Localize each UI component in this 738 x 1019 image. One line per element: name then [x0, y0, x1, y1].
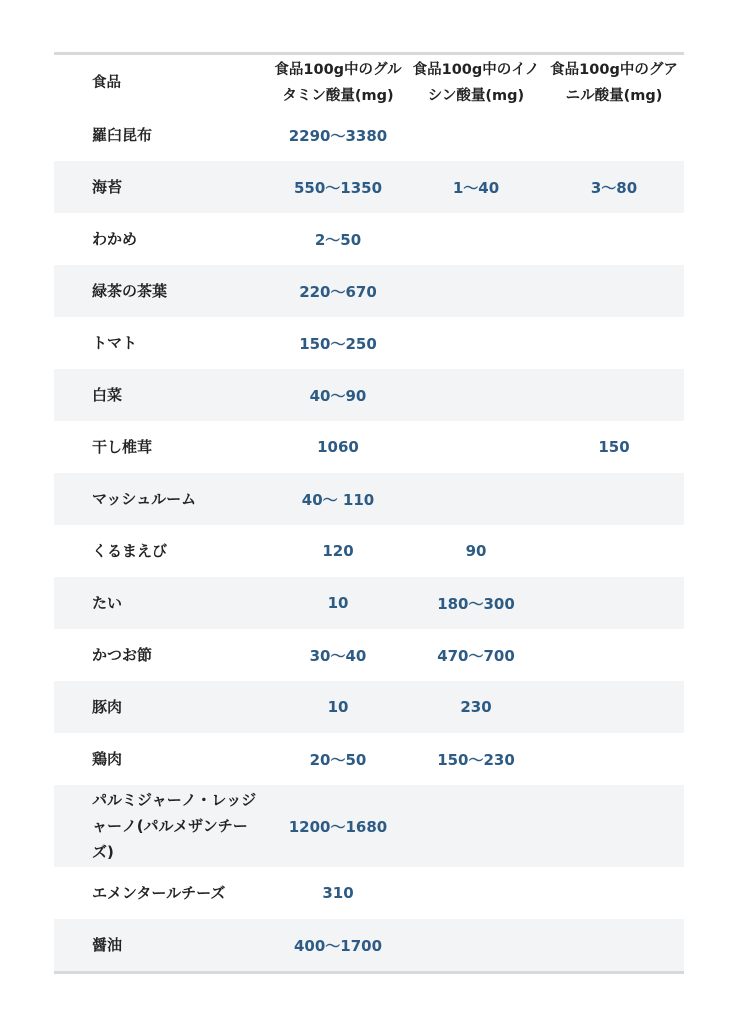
table-row	[54, 867, 684, 919]
table-row	[54, 421, 684, 473]
glutamic-value: 220〜670	[268, 265, 408, 317]
guanylic-value	[544, 317, 684, 369]
table-bottom-rule	[54, 971, 684, 974]
inosinic-value: 150〜230	[437, 750, 515, 769]
food-name: たい	[54, 577, 268, 629]
glutamic-value: 150〜250	[299, 334, 377, 353]
food-name: マッシュルーム	[54, 473, 268, 525]
table-row	[54, 629, 684, 681]
table-row	[54, 317, 684, 369]
glutamic-value: 1060	[317, 438, 359, 456]
food-name: 羅臼昆布	[92, 126, 153, 144]
header-inosinic-acid: 食品100g中のイノシン酸量(mg)	[412, 62, 540, 104]
header-food: 食品	[92, 75, 121, 91]
inosinic-value	[408, 213, 544, 265]
food-name: 干し椎茸	[92, 438, 153, 456]
guanylic-value	[544, 629, 684, 681]
glutamic-value: 40〜 110	[268, 473, 408, 525]
food-name: 鶏肉	[92, 750, 123, 768]
guanylic-value	[544, 785, 684, 867]
guanylic-value	[544, 473, 684, 525]
inosinic-value	[408, 109, 544, 161]
table-row	[54, 525, 684, 577]
glutamic-value: 550〜1350	[268, 161, 408, 213]
glutamic-value: 40〜90	[268, 369, 408, 421]
header-guanylic-acid: 食品100g中のグアニル酸量(mg)	[550, 62, 678, 104]
guanylic-value	[544, 265, 684, 317]
inosinic-value	[408, 867, 544, 919]
glutamic-value: 10	[268, 681, 408, 733]
food-name: くるまえび	[92, 542, 168, 560]
guanylic-value	[544, 681, 684, 733]
glutamic-value: 2290〜3380	[288, 126, 388, 145]
inosinic-value	[408, 785, 544, 867]
guanylic-value	[544, 369, 684, 421]
table-row	[54, 473, 684, 525]
food-name: 白菜	[54, 369, 268, 421]
glutamic-value: 400〜1700	[268, 919, 408, 971]
food-name: 緑茶の茶葉	[54, 265, 268, 317]
inosinic-value	[408, 421, 544, 473]
guanylic-value	[544, 213, 684, 265]
inosinic-value	[408, 473, 544, 525]
food-name: わかめ	[92, 230, 138, 248]
table-row	[54, 161, 684, 213]
food-name: 海苔	[54, 161, 268, 213]
food-name: かつお節	[92, 646, 153, 664]
glutamic-value: 30〜40	[309, 646, 367, 665]
food-name: トマト	[92, 334, 138, 352]
table-row	[54, 785, 684, 867]
inosinic-value: 90	[465, 542, 487, 560]
guanylic-value	[544, 733, 684, 785]
inosinic-value: 230	[408, 681, 544, 733]
food-name: エメンタールチーズ	[92, 884, 226, 902]
food-name: 醤油	[54, 919, 268, 971]
guanylic-value	[544, 525, 684, 577]
glutamic-value: 2〜50	[314, 230, 362, 249]
guanylic-value	[544, 919, 684, 971]
glutamic-value: 20〜50	[309, 750, 367, 769]
table-row	[54, 733, 684, 785]
inosinic-value: 470〜700	[437, 646, 515, 665]
glutamic-value: 10	[268, 577, 408, 629]
food-name: パルミジャーノ・レッジャーノ(パルメザンチーズ)	[54, 785, 268, 867]
glutamic-value: 1200〜1680	[268, 785, 408, 867]
header-glutamic-acid: 食品100g中のグルタミン酸量(mg)	[274, 62, 402, 104]
guanylic-value	[544, 577, 684, 629]
guanylic-value	[544, 867, 684, 919]
table-header-row	[54, 55, 684, 109]
food-name: 豚肉	[54, 681, 268, 733]
guanylic-value: 150	[598, 438, 630, 456]
table-row	[54, 265, 684, 317]
guanylic-value	[544, 109, 684, 161]
inosinic-value	[408, 317, 544, 369]
table-row	[54, 577, 684, 629]
table-row	[54, 681, 684, 733]
glutamic-value: 120	[322, 542, 354, 560]
inosinic-value	[408, 265, 544, 317]
table-row	[54, 213, 684, 265]
guanylic-value: 3〜80	[544, 161, 684, 213]
inosinic-value: 1〜40	[408, 161, 544, 213]
inosinic-value	[408, 369, 544, 421]
table-row	[54, 109, 684, 161]
table-row	[54, 919, 684, 971]
umami-content-table	[54, 55, 684, 971]
glutamic-value: 310	[322, 884, 354, 902]
table-row	[54, 369, 684, 421]
inosinic-value: 180〜300	[408, 577, 544, 629]
inosinic-value	[408, 919, 544, 971]
umami-table-container	[54, 52, 684, 974]
